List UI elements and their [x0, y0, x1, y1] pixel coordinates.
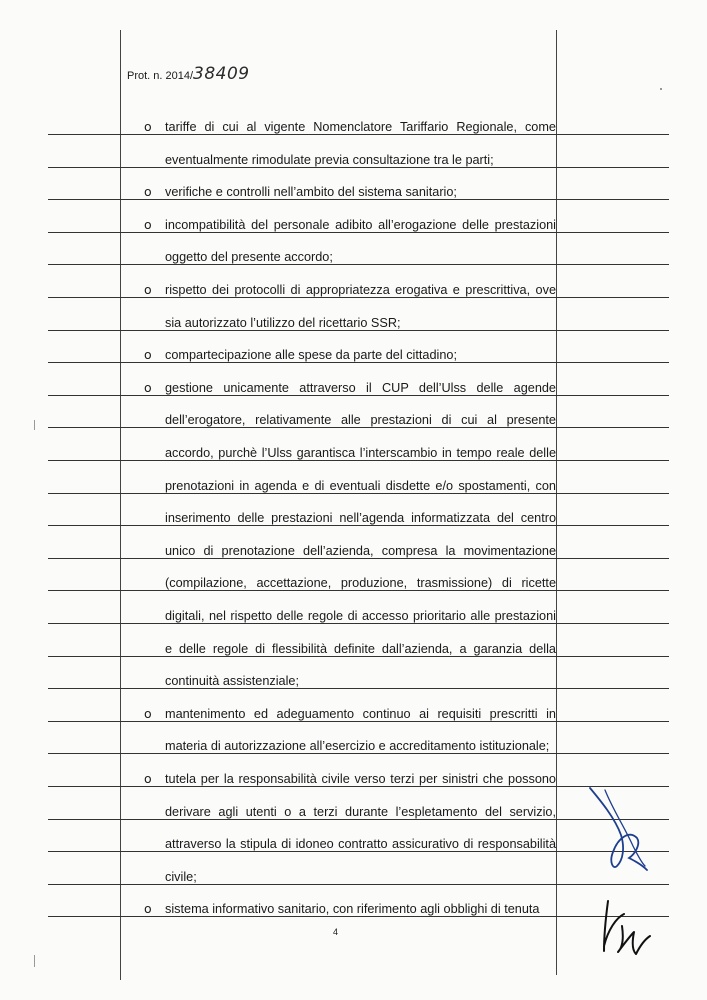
bullet-marker: o [144, 282, 152, 297]
ruled-line [48, 167, 669, 168]
text-line: mantenimento ed adeguamento continuo ai requisiti prescritti in [165, 706, 556, 721]
ruled-line [48, 916, 669, 917]
text-line: sia autorizzato l’utilizzo del ricettario SSR; [165, 315, 401, 330]
ruled-line [48, 558, 669, 559]
bullet-marker: o [144, 119, 152, 134]
ruled-line [48, 199, 669, 200]
right-margin-line [556, 30, 557, 975]
bullet-marker: o [144, 379, 152, 395]
ruled-line [48, 525, 669, 526]
left-margin-line [120, 30, 121, 980]
ruled-line [48, 134, 669, 135]
ruled-line [48, 264, 669, 265]
text-line: eventualmente rimodulate previa consultazione tra le parti; [165, 152, 494, 167]
scan-speck [660, 88, 662, 90]
ruled-line [48, 330, 669, 331]
text-line: tutela per la responsabilità civile verso terzi per sinistri che possono [165, 772, 556, 786]
ruled-line [48, 721, 669, 722]
ruled-line [48, 362, 669, 363]
bullet-marker: o [144, 184, 152, 200]
text-line: materia di autorizzazione all’esercizio e accreditamento istituzionale; [165, 739, 550, 754]
text-line: (compilazione, accettazione, produzione, trasmissione) di ricette [165, 576, 556, 591]
text-line: continuità assistenziale; [165, 674, 299, 689]
ruled-line [48, 786, 669, 787]
protocol-number [127, 64, 250, 84]
page-number: 4 [333, 927, 339, 937]
text-line: attraverso la stipula di idoneo contratto assicurativo di responsabilità [165, 837, 556, 852]
ruled-line [48, 460, 669, 461]
scan-edge-mark [34, 420, 35, 430]
text-line: unico di prenotazione dell’azienda, compresa la movimentazione [165, 543, 556, 558]
bullet-marker: o [144, 347, 152, 363]
ruled-line [48, 753, 669, 754]
signature-initials-1 [585, 780, 655, 875]
ruled-line [48, 623, 669, 624]
text-line: incompatibilità del personale adibito all’erogazione delle prestazioni [165, 217, 556, 232]
text-line: gestione unicamente attraverso il CUP dell’Ulss delle agende [165, 380, 556, 395]
ruled-line [48, 590, 669, 591]
protocol-label: Prot. n. 2014/ [127, 70, 194, 82]
text-line: accordo, purchè l’Ulss garantisca l’interscambio in tempo reale delle [165, 446, 556, 460]
bullet-marker: o [144, 901, 152, 917]
text-line: verifiche e controlli nell’ambito del sistema sanitario; [165, 185, 457, 200]
text-line: rispetto dei protocolli di appropriatezza erogativa e prescrittiva, ove [165, 283, 556, 297]
bullet-marker: o [144, 771, 152, 786]
ruled-line [48, 493, 669, 494]
signature-initials-2 [598, 896, 658, 958]
text-line: e delle regole di flessibilità definite dall’azienda, a garanzia della [165, 641, 556, 656]
text-line: derivare agli utenti o a terzi durante l’espletamento del servizio, [165, 804, 556, 819]
ruled-line [48, 395, 669, 396]
ruled-line [48, 851, 669, 852]
protocol-handwritten-number: 38409 [193, 64, 250, 84]
bullet-marker: o [144, 705, 152, 721]
text-line: dell’erogatore, relativamente alle prestazioni di cui al presente [165, 413, 556, 428]
text-line: civile; [165, 869, 197, 884]
scan-edge-mark [34, 955, 35, 967]
text-line: digitali, nel rispetto delle regole di accesso prioritario alle prestazioni [165, 609, 556, 623]
ruled-line [48, 884, 669, 885]
ruled-line [48, 427, 669, 428]
bullet-marker: o [144, 216, 152, 232]
ruled-line [48, 656, 669, 657]
text-line: compartecipazione alle spese da parte del cittadino; [165, 348, 457, 363]
text-line: tariffe di cui al vigente Nomenclatore Tariffario Regionale, come [165, 120, 556, 134]
text-line: oggetto del presente accordo; [165, 250, 333, 265]
ruled-line [48, 232, 669, 233]
ruled-line [48, 297, 669, 298]
ruled-line [48, 688, 669, 689]
text-line: prenotazioni in agenda e di eventuali disdette e/o spostamenti, con [165, 478, 556, 493]
text-line: inserimento delle prestazioni nell’agenda informatizzata del centro [165, 511, 556, 526]
ruled-line [48, 819, 669, 820]
text-line: sistema informativo sanitario, con riferimento agli obblighi di tenuta [165, 902, 540, 917]
